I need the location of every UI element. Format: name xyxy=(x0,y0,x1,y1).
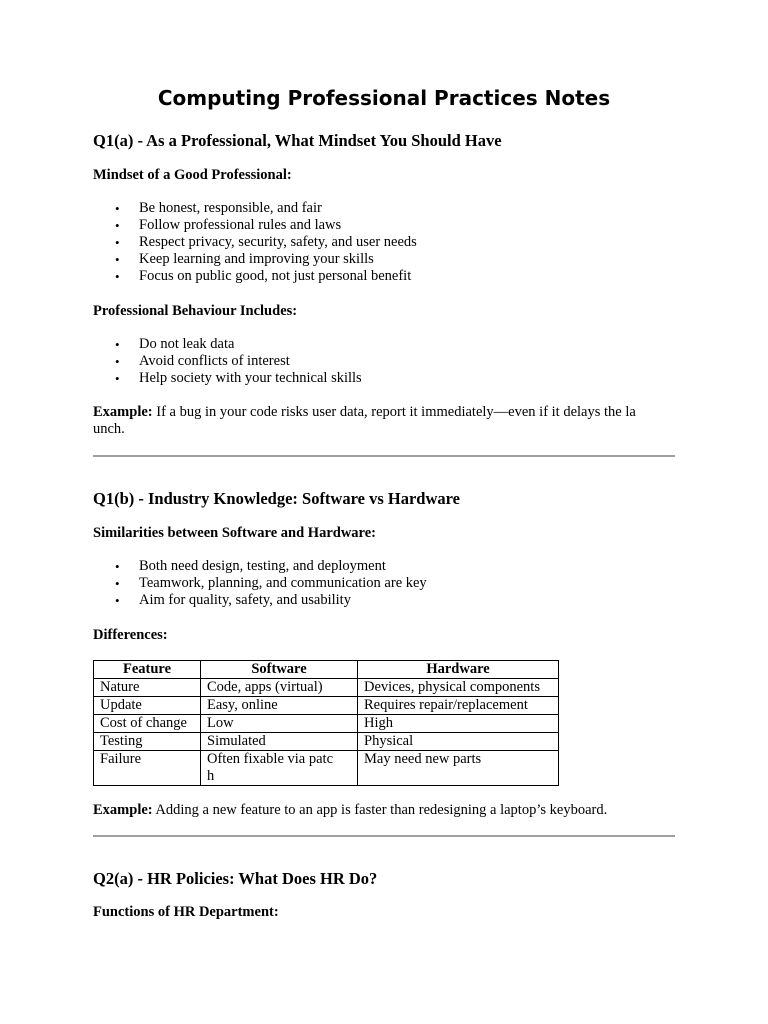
table-cell: Failure xyxy=(94,751,201,786)
example-label: Example: xyxy=(93,802,153,818)
bullet-icon: • xyxy=(115,269,120,284)
table-cell: May need new parts xyxy=(358,751,559,786)
table-cell: High xyxy=(358,715,559,733)
table-header-row xyxy=(94,661,559,679)
bullet-icon: • xyxy=(115,559,120,574)
section-divider xyxy=(93,455,675,457)
list-item: • Aim for quality, safety, and usability xyxy=(115,592,351,608)
bullet-icon: • xyxy=(115,576,120,591)
column-header: Feature xyxy=(94,661,201,679)
section-heading-q1a: Q1(a) - As a Professional, What Mindset You Should Have xyxy=(93,131,502,150)
example-paragraph-q1a: Example: If a bug in your code risks user data, report it immediately—even if it delays the la unch. xyxy=(93,404,636,437)
table-row xyxy=(94,715,559,733)
list-item: • Follow professional rules and laws xyxy=(115,217,342,233)
table-row xyxy=(94,679,559,697)
similarities-heading: Similarities between Software and Hardware: xyxy=(93,525,376,541)
table-row xyxy=(94,733,559,751)
bullet-icon: • xyxy=(115,235,120,250)
column-header: Software xyxy=(201,661,358,679)
hr-functions-heading: Functions of HR Department: xyxy=(93,904,279,920)
document-title: Computing Professional Practices Notes xyxy=(157,86,611,110)
table-cell: Requires repair/replacement xyxy=(358,697,559,715)
column-header: Hardware xyxy=(358,661,559,679)
list-item: • Focus on public good, not just personal benefit xyxy=(115,268,412,284)
table-cell: Low xyxy=(201,715,358,733)
list-item: • Be honest, responsible, and fair xyxy=(115,200,322,216)
table-cell: Devices, physical components xyxy=(358,679,559,697)
table-cell: Update xyxy=(94,697,201,715)
example-label: Example: xyxy=(93,404,153,420)
list-item: • Both need design, testing, and deployment xyxy=(115,558,386,574)
list-item: • Keep learning and improving your skills xyxy=(115,251,374,267)
differences-heading: Differences: xyxy=(93,627,168,643)
bullet-icon: • xyxy=(115,218,120,233)
differences-table xyxy=(93,660,559,786)
table-row xyxy=(94,751,559,786)
similarities-list xyxy=(93,558,675,609)
list-item: • Help society with your technical skills xyxy=(115,370,362,386)
mindset-list xyxy=(93,200,675,285)
table-cell: Simulated xyxy=(201,733,358,751)
table-cell: Physical xyxy=(358,733,559,751)
list-item: • Respect privacy, security, safety, and user needs xyxy=(115,234,417,250)
mindset-heading: Mindset of a Good Professional: xyxy=(93,167,292,183)
example-paragraph-q1b: Example: Adding a new feature to an app is faster than redesigning a laptop’s keyboard. xyxy=(93,802,608,818)
behaviour-list xyxy=(93,336,675,387)
behaviour-heading: Professional Behaviour Includes: xyxy=(93,303,298,319)
table-cell: Nature xyxy=(94,679,201,697)
bullet-icon: • xyxy=(115,354,120,369)
bullet-icon: • xyxy=(115,201,120,216)
table-cell: Easy, online xyxy=(201,697,358,715)
bullet-icon: • xyxy=(115,371,120,386)
table-cell: Often fixable via patc h xyxy=(201,751,358,786)
section-divider xyxy=(93,835,675,837)
table-cell: Testing xyxy=(94,733,201,751)
bullet-icon: • xyxy=(115,593,120,608)
section-heading-q2a: Q2(a) - HR Policies: What Does HR Do? xyxy=(93,869,378,888)
table-cell: Code, apps (virtual) xyxy=(201,679,358,697)
section-heading-q1b: Q1(b) - Industry Knowledge: Software vs Hardware xyxy=(93,489,460,508)
bullet-icon: • xyxy=(115,337,120,352)
list-item: • Avoid conflicts of interest xyxy=(115,353,290,369)
table-cell: Cost of change xyxy=(94,715,201,733)
list-item: • Teamwork, planning, and communication are key xyxy=(115,575,427,591)
list-item: • Do not leak data xyxy=(115,336,235,352)
table-row xyxy=(94,697,559,715)
bullet-icon: • xyxy=(115,252,120,267)
